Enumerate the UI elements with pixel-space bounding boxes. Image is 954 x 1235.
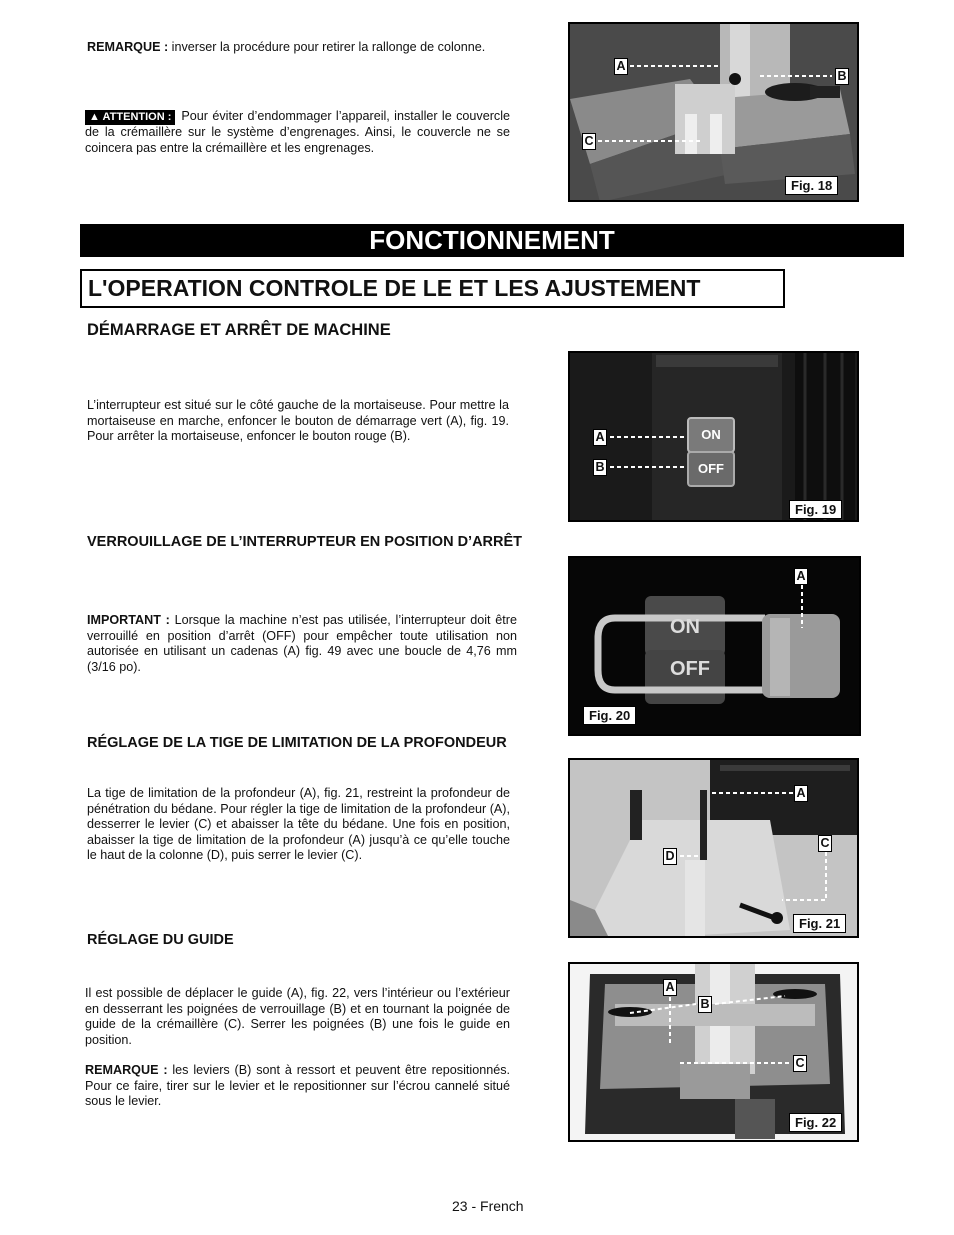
- profondeur-text: La tige de limitation de la profondeur (A), fig. 21, restreint la profondeur de pénétration du bédane. Pour régler la tige de limitation de la profondeur (A), desserrer le levier (C) et abaisser la tête du bédane. Une fois en position, abaisser la tige de limitation de la profondeur (A) jusqu’à ce qu’elle touche le haut de la colonne (D), puis serrer le levier (C).: [87, 786, 510, 863]
- remarque-note: [87, 40, 510, 56]
- guide-heading: RÉGLAGE DU GUIDE: [87, 932, 234, 948]
- attention-badge: [85, 110, 175, 125]
- figure-20: [568, 556, 861, 736]
- section-banner: [80, 224, 904, 257]
- fig18-caption: Fig. 18: [785, 176, 838, 195]
- fig19-on-text: ON: [701, 427, 721, 442]
- fig22-label-c: C: [793, 1055, 807, 1072]
- fig21-caption: Fig. 21: [793, 914, 846, 933]
- attention-note: [85, 109, 510, 156]
- fig19-callouts: [570, 353, 859, 522]
- fig19-off-text: OFF: [698, 461, 724, 476]
- fig20-on-text: ON: [670, 616, 700, 638]
- section-title: L'OPERATION CONTROLE DE LE ET LES AJUSTEMENT: [88, 275, 701, 301]
- fig21-label-d: D: [663, 848, 677, 865]
- fig20-caption: Fig. 20: [583, 706, 636, 725]
- remarque-label: REMARQUE :: [87, 40, 169, 54]
- demarrage-heading: DÉMARRAGE ET ARRÊT DE MACHINE: [87, 321, 391, 339]
- guide-text: Il est possible de déplacer le guide (A), fig. 22, vers l’intérieur ou l’extérieur en desserrant les poignées de verrouillage (B) et en tournant la poignée de guide de la crémaillère (C). Serrer les poignées (B) une fois le guide en position.: [85, 986, 510, 1047]
- fig22-label-a: A: [663, 979, 677, 996]
- figure-18: [568, 22, 859, 202]
- demarrage-text: L’interrupteur est situé sur le côté gauche de la mortaiseuse. Pour mettre la mortaiseuse en marche, enfoncer le bouton de démarrage vert (A), fig. 19. Pour arrêter la mortaiseuse, enfoncer le bouton rouge (B).: [87, 398, 509, 444]
- figure-22: [568, 962, 859, 1142]
- section-title-box: [80, 269, 785, 308]
- fig19-label-b: B: [593, 459, 607, 476]
- remarque-text: inverser la procédure pour retirer la rallonge de colonne.: [171, 40, 486, 54]
- fig19-caption: Fig. 19: [789, 500, 842, 519]
- warning-triangle-icon: ▲: [89, 111, 100, 123]
- figure-21: [568, 758, 859, 938]
- fig19-label-a: A: [593, 429, 607, 446]
- profondeur-heading: RÉGLAGE DE LA TIGE DE LIMITATION DE LA PROFONDEUR: [87, 735, 507, 751]
- verrouillage-heading: VERROUILLAGE DE L’INTERRUPTEUR EN POSITION D’ARRÊT: [87, 534, 523, 550]
- fig22-caption: Fig. 22: [789, 1113, 842, 1132]
- verrouillage-text: Lorsque la machine n’est pas utilisée, l’interrupteur doit être verrouillé en position d’arrêt (OFF) pour empêcher toute utilisation non autorisée en utilisant un cadenas (A) fig. 49 avec une boucle de 4,76 mm (3/16 po).: [87, 613, 517, 674]
- guide-remarque-text: les leviers (B) sont à ressort et peuvent être repositionnés. Pour ce faire, tirer sur le levier et le repositionner sur l’écrou cannelé situé sous le levier.: [85, 1063, 511, 1109]
- verrouillage-note: [87, 613, 517, 675]
- banner-title: FONCTIONNEMENT: [369, 225, 615, 255]
- fig20-off-text: OFF: [670, 658, 710, 680]
- page-number: 23 - French: [452, 1198, 524, 1214]
- guide-remarque-note: [85, 1063, 510, 1110]
- fig18-label-c: C: [582, 133, 596, 150]
- important-label: IMPORTANT :: [87, 613, 170, 627]
- guide-remarque-label: REMARQUE :: [85, 1063, 168, 1077]
- fig18-label-b: B: [835, 68, 849, 85]
- fig22-label-b: B: [698, 996, 712, 1013]
- attention-text: Pour éviter d’endommager l’appareil, installer le couvercle de la crémaillère sur le système d’engrenages. Ainsi, le couvercle ne se coincera pas entre la crémaillère et les engrenages.: [85, 109, 510, 155]
- attention-label: ATTENTION :: [102, 111, 172, 123]
- fig21-callouts: [570, 760, 859, 938]
- fig21-label-c: C: [818, 835, 832, 852]
- fig20-label-a: A: [794, 568, 808, 585]
- fig18-label-a: A: [614, 58, 628, 75]
- fig21-label-a: A: [794, 785, 808, 802]
- figure-19: [568, 351, 859, 522]
